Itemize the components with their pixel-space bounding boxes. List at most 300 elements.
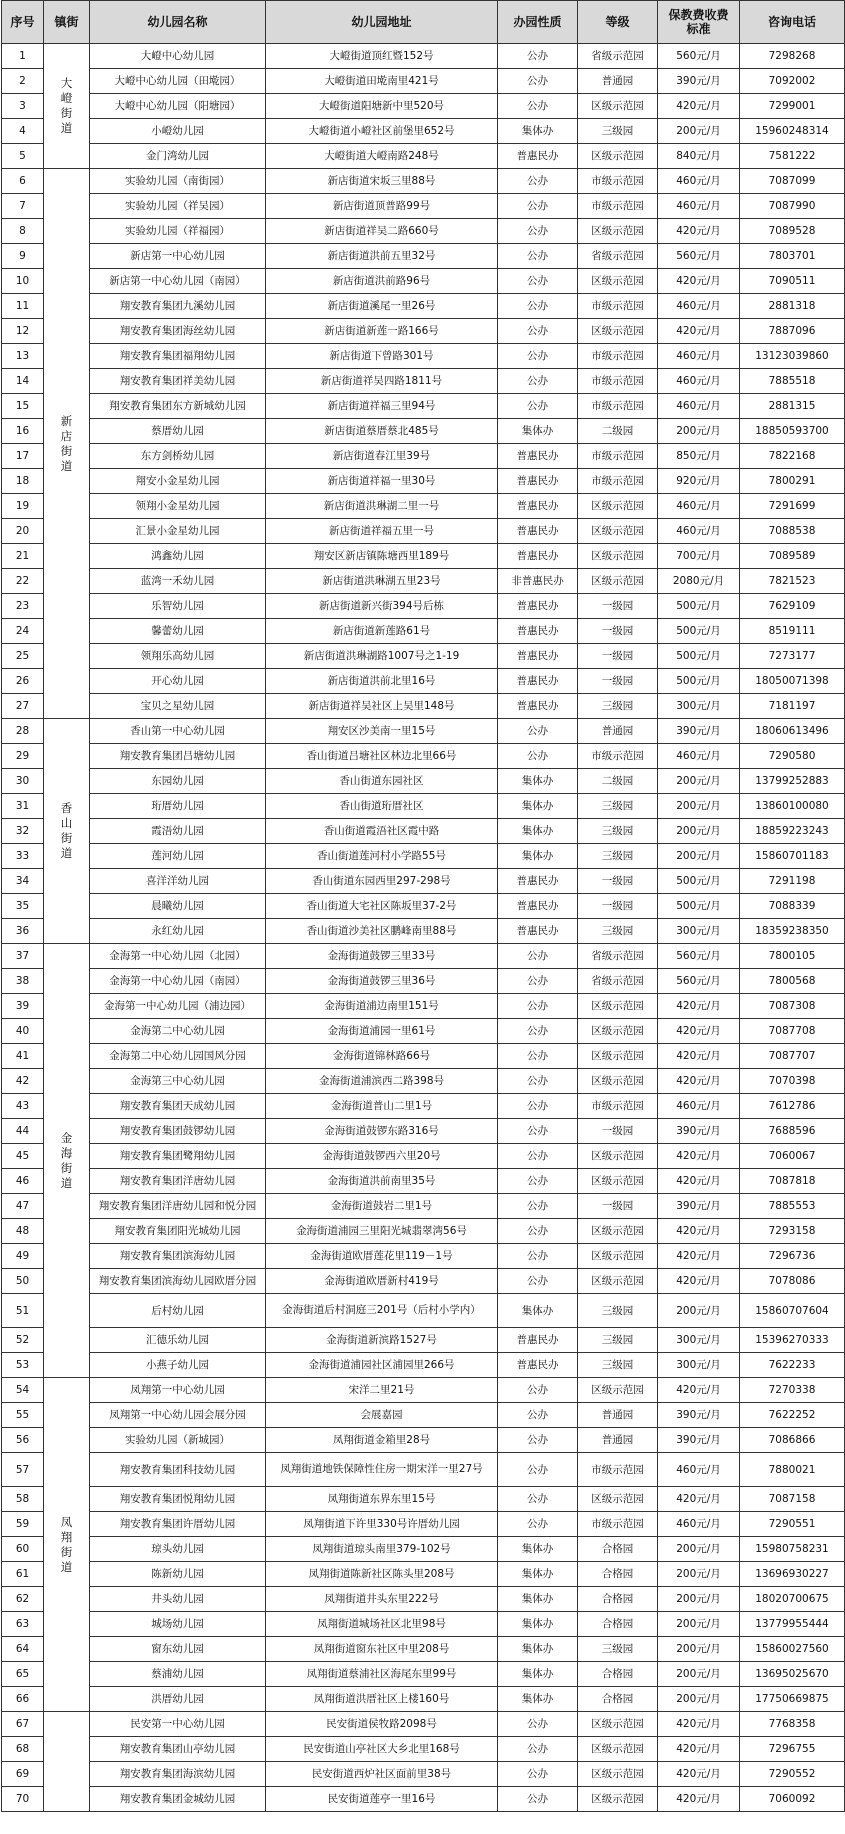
- fee: 200元/月: [658, 819, 740, 844]
- row-index: 55: [2, 1403, 44, 1428]
- address: 翔安区沙美南一里15号: [266, 719, 498, 744]
- kindergarten-name: 翔安教育集团阳光城幼儿园: [90, 1219, 266, 1244]
- kindergarten-name: 蓝湾一禾幼儿园: [90, 569, 266, 594]
- fee: 420元/月: [658, 1044, 740, 1069]
- phone: 7629109: [740, 594, 845, 619]
- row-index: 10: [2, 269, 44, 294]
- grade-level: 省级示范园: [578, 244, 658, 269]
- row-index: 39: [2, 994, 44, 1019]
- phone: 7299001: [740, 94, 845, 119]
- fee: 420元/月: [658, 269, 740, 294]
- ownership-type: 集体办: [498, 1612, 578, 1637]
- grade-level: 三级园: [578, 794, 658, 819]
- row-index: 8: [2, 219, 44, 244]
- grade-level: 区级示范园: [578, 1219, 658, 1244]
- fee: 850元/月: [658, 444, 740, 469]
- table-row: [2, 569, 845, 594]
- phone: 7087707: [740, 1044, 845, 1069]
- row-index: 60: [2, 1537, 44, 1562]
- row-index: 45: [2, 1144, 44, 1169]
- ownership-type: 集体办: [498, 1562, 578, 1587]
- grade-level: 一级园: [578, 669, 658, 694]
- address: 新店街道祥福五里一号: [266, 519, 498, 544]
- ownership-type: 公办: [498, 1453, 578, 1487]
- fee: 460元/月: [658, 344, 740, 369]
- row-index: 12: [2, 319, 44, 344]
- phone: 17750669875: [740, 1687, 845, 1712]
- row-index: 13: [2, 344, 44, 369]
- fee: 390元/月: [658, 719, 740, 744]
- grade-level: 市级示范园: [578, 294, 658, 319]
- kindergarten-name: 蔡厝幼儿园: [90, 419, 266, 444]
- phone: 7089589: [740, 544, 845, 569]
- fee: 390元/月: [658, 1194, 740, 1219]
- row-index: 58: [2, 1487, 44, 1512]
- phone: 7290552: [740, 1762, 845, 1787]
- grade-level: 区级示范园: [578, 94, 658, 119]
- ownership-type: 集体办: [498, 794, 578, 819]
- row-index: 67: [2, 1712, 44, 1737]
- kindergarten-name: 翔安教育集团许厝幼儿园: [90, 1512, 266, 1537]
- fee: 200元/月: [658, 1562, 740, 1587]
- row-index: 25: [2, 644, 44, 669]
- fee: 460元/月: [658, 519, 740, 544]
- address: 凤翔街道窗东社区中里208号: [266, 1637, 498, 1662]
- phone: 7087990: [740, 194, 845, 219]
- kindergarten-name: 霞浯幼儿园: [90, 819, 266, 844]
- ownership-type: 公办: [498, 319, 578, 344]
- table-row: [2, 1169, 845, 1194]
- phone: 7181197: [740, 694, 845, 719]
- phone: 7291198: [740, 869, 845, 894]
- fee: 420元/月: [658, 1169, 740, 1194]
- table-row: [2, 1294, 845, 1328]
- address: 凤翔街道下许里330号许厝幼儿园: [266, 1512, 498, 1537]
- address: 新店街道祥福三里94号: [266, 394, 498, 419]
- fee: 200元/月: [658, 1294, 740, 1328]
- address: 香山街道沙美社区鹏峰南里88号: [266, 919, 498, 944]
- kindergarten-name: 东方剑桥幼儿园: [90, 444, 266, 469]
- kindergarten-name: 东园幼儿园: [90, 769, 266, 794]
- address: 民安街道莲亭一里16号: [266, 1787, 498, 1812]
- address: 金海街道浦园一里61号: [266, 1019, 498, 1044]
- grade-level: 一级园: [578, 644, 658, 669]
- header-cell: 办园性质: [498, 1, 578, 44]
- phone: 13860100080: [740, 794, 845, 819]
- fee: 420元/月: [658, 1378, 740, 1403]
- kindergarten-name: 凤翔第一中心幼儿园会展分园: [90, 1403, 266, 1428]
- ownership-type: 集体办: [498, 769, 578, 794]
- kindergarten-name: 新店第一中心幼儿园（南园）: [90, 269, 266, 294]
- ownership-type: 公办: [498, 1762, 578, 1787]
- address: 金海街道鼓锣西六里20号: [266, 1144, 498, 1169]
- table-row: [2, 994, 845, 1019]
- ownership-type: 公办: [498, 1403, 578, 1428]
- fee: 200元/月: [658, 419, 740, 444]
- grade-level: 省级示范园: [578, 944, 658, 969]
- grade-level: 市级示范园: [578, 469, 658, 494]
- grade-level: 合格园: [578, 1687, 658, 1712]
- kindergarten-name: 翔安教育集团鼓锣幼儿园: [90, 1119, 266, 1144]
- ownership-type: 公办: [498, 1487, 578, 1512]
- fee: 500元/月: [658, 594, 740, 619]
- phone: 7880021: [740, 1453, 845, 1487]
- address: 宋洋二里21号: [266, 1378, 498, 1403]
- address: 金海街道欧厝新村419号: [266, 1269, 498, 1294]
- fee: 420元/月: [658, 1269, 740, 1294]
- ownership-type: 公办: [498, 1119, 578, 1144]
- address: 香山街道霞浯社区霞中路: [266, 819, 498, 844]
- address: 民安街道侯牧路2098号: [266, 1712, 498, 1737]
- kindergarten-name: 领翔小金星幼儿园: [90, 494, 266, 519]
- fee: 390元/月: [658, 1428, 740, 1453]
- header-cell: 幼儿园地址: [266, 1, 498, 44]
- ownership-type: 公办: [498, 1512, 578, 1537]
- address: 民安街道山亭社区大乡北里168号: [266, 1737, 498, 1762]
- grade-level: 普通园: [578, 69, 658, 94]
- fee: 460元/月: [658, 1453, 740, 1487]
- address: 大嶝街道大嶝南路248号: [266, 144, 498, 169]
- ownership-type: 公办: [498, 1219, 578, 1244]
- kindergarten-name: 翔安教育集团祥美幼儿园: [90, 369, 266, 394]
- ownership-type: 集体办: [498, 1294, 578, 1328]
- ownership-type: 普惠民办: [498, 469, 578, 494]
- phone: 13799252883: [740, 769, 845, 794]
- table-row: [2, 1787, 845, 1812]
- row-index: 19: [2, 494, 44, 519]
- fee: 390元/月: [658, 1119, 740, 1144]
- grade-level: 市级示范园: [578, 394, 658, 419]
- grade-level: 区级示范园: [578, 219, 658, 244]
- ownership-type: 集体办: [498, 1637, 578, 1662]
- table-row: [2, 1537, 845, 1562]
- grade-level: 区级示范园: [578, 1169, 658, 1194]
- phone: 7088339: [740, 894, 845, 919]
- table-row: [2, 869, 845, 894]
- table-body: [2, 44, 845, 1812]
- kindergarten-name: 领翔乐高幼儿园: [90, 644, 266, 669]
- ownership-type: 普惠民办: [498, 519, 578, 544]
- fee: 420元/月: [658, 219, 740, 244]
- ownership-type: 普惠民办: [498, 494, 578, 519]
- grade-level: 合格园: [578, 1612, 658, 1637]
- kindergarten-name: 城场幼儿园: [90, 1612, 266, 1637]
- grade-level: 三级园: [578, 919, 658, 944]
- grade-level: 区级示范园: [578, 1069, 658, 1094]
- phone: 18050071398: [740, 669, 845, 694]
- grade-level: 区级示范园: [578, 1019, 658, 1044]
- grade-level: 市级示范园: [578, 169, 658, 194]
- town-cell: 香山街道: [44, 719, 90, 944]
- table-row: [2, 494, 845, 519]
- ownership-type: 公办: [498, 744, 578, 769]
- kindergarten-name: 翔安教育集团鹭翔幼儿园: [90, 1144, 266, 1169]
- address: 金海街道浦园社区浦园里266号: [266, 1353, 498, 1378]
- row-index: 2: [2, 69, 44, 94]
- table-row: [2, 669, 845, 694]
- kindergarten-name: 凤翔第一中心幼儿园: [90, 1378, 266, 1403]
- phone: 7800291: [740, 469, 845, 494]
- row-index: 21: [2, 544, 44, 569]
- fee: 460元/月: [658, 494, 740, 519]
- table-row: [2, 1044, 845, 1069]
- address: 金海街道浦园三里阳光城翡翠湾56号: [266, 1219, 498, 1244]
- row-index: 26: [2, 669, 44, 694]
- table-row: [2, 719, 845, 744]
- ownership-type: 普惠民办: [498, 869, 578, 894]
- table-row: [2, 219, 845, 244]
- row-index: 4: [2, 119, 44, 144]
- town-cell: 金海街道: [44, 944, 90, 1378]
- kindergarten-name: 翔安教育集团科技幼儿园: [90, 1453, 266, 1487]
- town-cell: 大嶝街道: [44, 44, 90, 169]
- kindergarten-name: 喜洋洋幼儿园: [90, 869, 266, 894]
- grade-level: 区级示范园: [578, 1378, 658, 1403]
- phone: 7290580: [740, 744, 845, 769]
- table-row: [2, 44, 845, 69]
- phone: 13695025670: [740, 1662, 845, 1687]
- row-index: 27: [2, 694, 44, 719]
- fee: 420元/月: [658, 1019, 740, 1044]
- row-index: 11: [2, 294, 44, 319]
- kindergarten-name: 金海第二中心幼儿园: [90, 1019, 266, 1044]
- address: 金海街道后村洞庭三201号（后村小学内）: [266, 1294, 498, 1328]
- grade-level: 市级示范园: [578, 344, 658, 369]
- kindergarten-name: 翔安教育集团福翔幼儿园: [90, 344, 266, 369]
- fee: 420元/月: [658, 319, 740, 344]
- kindergarten-name: 翔安教育集团海滨幼儿园: [90, 1762, 266, 1787]
- kindergarten-name: 永红幼儿园: [90, 919, 266, 944]
- grade-level: 区级示范园: [578, 1269, 658, 1294]
- phone: 7688596: [740, 1119, 845, 1144]
- address: 新店街道下曾路301号: [266, 344, 498, 369]
- ownership-type: 公办: [498, 944, 578, 969]
- ownership-type: 公办: [498, 94, 578, 119]
- fee: 700元/月: [658, 544, 740, 569]
- table-row: [2, 969, 845, 994]
- kindergarten-name: 新店第一中心幼儿园: [90, 244, 266, 269]
- kindergarten-name: 井头幼儿园: [90, 1587, 266, 1612]
- grade-level: 区级示范园: [578, 569, 658, 594]
- grade-level: 区级示范园: [578, 1244, 658, 1269]
- address: 金海街道欧厝莲花里119－1号: [266, 1244, 498, 1269]
- address: 新店街道蔡厝蔡北485号: [266, 419, 498, 444]
- kindergarten-name: 金海第一中心幼儿园（浦边园）: [90, 994, 266, 1019]
- kindergarten-name: 翔安教育集团洋唐幼儿园: [90, 1169, 266, 1194]
- table-row: [2, 1328, 845, 1353]
- ownership-type: 集体办: [498, 1687, 578, 1712]
- table-row: [2, 769, 845, 794]
- phone: 7060067: [740, 1144, 845, 1169]
- ownership-type: 普惠民办: [498, 694, 578, 719]
- phone: 7087308: [740, 994, 845, 1019]
- phone: 15860701183: [740, 844, 845, 869]
- address: 新店街道溪尾一里26号: [266, 294, 498, 319]
- kindergarten-name: 翔安教育集团吕塘幼儿园: [90, 744, 266, 769]
- address: 大嶝街道顶红暨152号: [266, 44, 498, 69]
- ownership-type: 公办: [498, 294, 578, 319]
- phone: 7622233: [740, 1353, 845, 1378]
- ownership-type: 集体办: [498, 1537, 578, 1562]
- row-index: 61: [2, 1562, 44, 1587]
- fee: 200元/月: [658, 794, 740, 819]
- row-index: 51: [2, 1294, 44, 1328]
- table-row: [2, 1712, 845, 1737]
- address: 香山街道珩厝社区: [266, 794, 498, 819]
- row-index: 56: [2, 1428, 44, 1453]
- table-row: [2, 744, 845, 769]
- kindergarten-name: 翔安小金星幼儿园: [90, 469, 266, 494]
- address: 新店街道新莲路61号: [266, 619, 498, 644]
- grade-level: 三级园: [578, 1637, 658, 1662]
- fee: 200元/月: [658, 1637, 740, 1662]
- address: 新店街道洪前北里16号: [266, 669, 498, 694]
- row-index: 30: [2, 769, 44, 794]
- table-row: [2, 94, 845, 119]
- fee: 420元/月: [658, 1069, 740, 1094]
- row-index: 69: [2, 1762, 44, 1787]
- phone: 7887096: [740, 319, 845, 344]
- fee: 460元/月: [658, 394, 740, 419]
- kindergarten-name: 金海第三中心幼儿园: [90, 1069, 266, 1094]
- address: 金海街道鼓锣东路316号: [266, 1119, 498, 1144]
- ownership-type: 公办: [498, 244, 578, 269]
- grade-level: 合格园: [578, 1662, 658, 1687]
- ownership-type: 集体办: [498, 1587, 578, 1612]
- grade-level: 市级示范园: [578, 369, 658, 394]
- kindergarten-name: 开心幼儿园: [90, 669, 266, 694]
- kindergarten-name: 翔安教育集团洋唐幼儿园和悦分园: [90, 1194, 266, 1219]
- fee: 460元/月: [658, 1094, 740, 1119]
- address: 香山街道东园社区: [266, 769, 498, 794]
- kindergarten-name: 窗东幼儿园: [90, 1637, 266, 1662]
- kindergarten-name: 琼头幼儿园: [90, 1537, 266, 1562]
- phone: 7822168: [740, 444, 845, 469]
- phone: 18020700675: [740, 1587, 845, 1612]
- header-cell: 幼儿园名称: [90, 1, 266, 44]
- fee: 500元/月: [658, 869, 740, 894]
- address: 新店街道洪琳湖五里23号: [266, 569, 498, 594]
- phone: 7296736: [740, 1244, 845, 1269]
- ownership-type: 公办: [498, 1787, 578, 1812]
- header-row: [2, 1, 845, 44]
- row-index: 54: [2, 1378, 44, 1403]
- table-row: [2, 844, 845, 869]
- phone: 7885553: [740, 1194, 845, 1219]
- ownership-type: 公办: [498, 1737, 578, 1762]
- grade-level: 市级示范园: [578, 444, 658, 469]
- kindergarten-name: 金门湾幼儿园: [90, 144, 266, 169]
- address: 大嶝街道阳塘新中里520号: [266, 94, 498, 119]
- fee: 460元/月: [658, 294, 740, 319]
- fee: 420元/月: [658, 1219, 740, 1244]
- row-index: 65: [2, 1662, 44, 1687]
- address: 凤翔街道蔡浦社区海尾东里99号: [266, 1662, 498, 1687]
- grade-level: 一级园: [578, 894, 658, 919]
- row-index: 53: [2, 1353, 44, 1378]
- phone: 7092002: [740, 69, 845, 94]
- row-index: 64: [2, 1637, 44, 1662]
- fee: 200元/月: [658, 119, 740, 144]
- grade-level: 一级园: [578, 594, 658, 619]
- ownership-type: 普惠民办: [498, 594, 578, 619]
- grade-level: 普通园: [578, 1428, 658, 1453]
- address: 金海街道鼓锣三里36号: [266, 969, 498, 994]
- address: 金海街道新滨路1527号: [266, 1328, 498, 1353]
- ownership-type: 公办: [498, 1069, 578, 1094]
- address: 金海街道普山二里1号: [266, 1094, 498, 1119]
- row-index: 49: [2, 1244, 44, 1269]
- ownership-type: 公办: [498, 44, 578, 69]
- row-index: 22: [2, 569, 44, 594]
- fee: 500元/月: [658, 644, 740, 669]
- phone: 18850593700: [740, 419, 845, 444]
- address: 新店街道祥吴二路660号: [266, 219, 498, 244]
- ownership-type: 公办: [498, 1194, 578, 1219]
- phone: 7088538: [740, 519, 845, 544]
- ownership-type: 集体办: [498, 844, 578, 869]
- kindergarten-name: 汇德乐幼儿园: [90, 1328, 266, 1353]
- row-index: 17: [2, 444, 44, 469]
- row-index: 35: [2, 894, 44, 919]
- phone: 7070398: [740, 1069, 845, 1094]
- row-index: 50: [2, 1269, 44, 1294]
- ownership-type: 公办: [498, 344, 578, 369]
- fee: 300元/月: [658, 919, 740, 944]
- phone: 7089528: [740, 219, 845, 244]
- grade-level: 区级示范园: [578, 494, 658, 519]
- address: 凤翔街道井头东里222号: [266, 1587, 498, 1612]
- grade-level: 合格园: [578, 1537, 658, 1562]
- fee: 200元/月: [658, 844, 740, 869]
- table-row: [2, 1612, 845, 1637]
- phone: 7273177: [740, 644, 845, 669]
- row-index: 43: [2, 1094, 44, 1119]
- phone: 13779955444: [740, 1612, 845, 1637]
- fee: 200元/月: [658, 1687, 740, 1712]
- table-row: [2, 1403, 845, 1428]
- table-row: [2, 1269, 845, 1294]
- phone: 7290551: [740, 1512, 845, 1537]
- table-row: [2, 244, 845, 269]
- fee: 500元/月: [658, 619, 740, 644]
- table-row: [2, 1094, 845, 1119]
- ownership-type: 普惠民办: [498, 894, 578, 919]
- phone: 7581222: [740, 144, 845, 169]
- table-row: [2, 1069, 845, 1094]
- fee: 200元/月: [658, 1587, 740, 1612]
- table-row: [2, 1194, 845, 1219]
- address: 金海街道洪前南里35号: [266, 1169, 498, 1194]
- grade-level: 三级园: [578, 819, 658, 844]
- header-cell: 咨询电话: [740, 1, 845, 44]
- table-row: [2, 469, 845, 494]
- row-index: 46: [2, 1169, 44, 1194]
- ownership-type: 非普惠民办: [498, 569, 578, 594]
- ownership-type: 公办: [498, 194, 578, 219]
- grade-level: 市级示范园: [578, 1453, 658, 1487]
- grade-level: 一级园: [578, 869, 658, 894]
- phone: 15860027560: [740, 1637, 845, 1662]
- kindergarten-name: 翔安教育集团天成幼儿园: [90, 1094, 266, 1119]
- fee: 390元/月: [658, 1403, 740, 1428]
- grade-level: 区级示范园: [578, 1144, 658, 1169]
- fee: 420元/月: [658, 94, 740, 119]
- ownership-type: 公办: [498, 1094, 578, 1119]
- kindergarten-name: 翔安教育集团海丝幼儿园: [90, 319, 266, 344]
- row-index: 32: [2, 819, 44, 844]
- kindergarten-name: 翔安教育集团东方新城幼儿园: [90, 394, 266, 419]
